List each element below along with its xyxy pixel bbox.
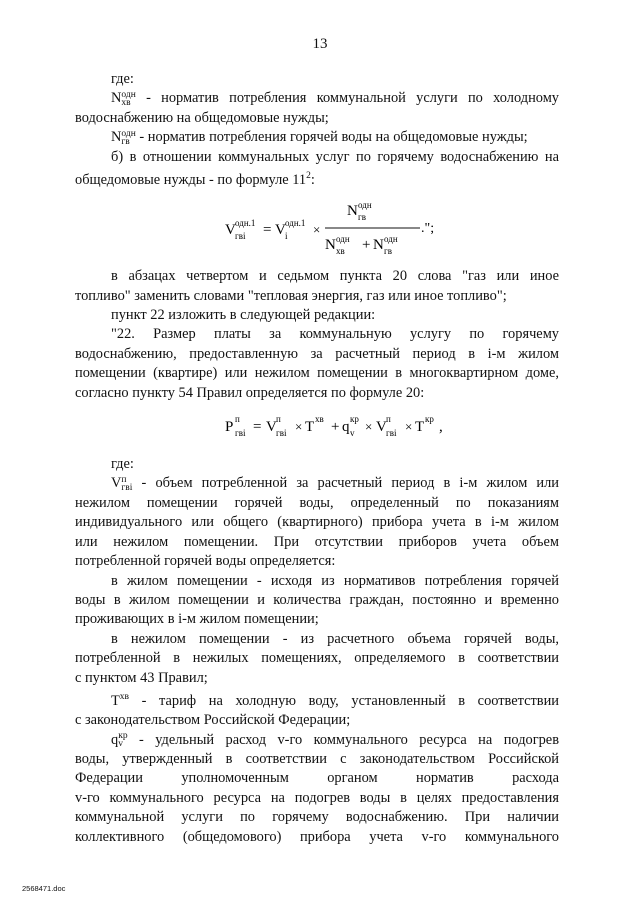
definition-v-gvi [75, 474, 559, 493]
document-filename: 2568471.doc [22, 884, 66, 893]
f2-times-1: × [295, 419, 303, 435]
f2-q-sub: v [350, 428, 355, 439]
paragraph-line: потребленной в нежилых помещениях, определяемого в соответствии [75, 650, 559, 667]
f1-rhs-v: V [275, 222, 286, 239]
symbol-sup: одн [121, 90, 136, 101]
symbol-t: T [111, 692, 120, 709]
symbol-sub: гві [121, 483, 133, 494]
f2-q-sup: кр [350, 414, 359, 425]
paragraph-text: : [310, 171, 315, 188]
f2-eq: = [253, 419, 262, 436]
f1-lhs-v: V [225, 222, 236, 239]
f1-num-sup: одн [358, 200, 372, 211]
paragraph-residential: в жилом помещении - исходя из нормативов потребления горячей [111, 572, 559, 589]
f1-lhs-sup: одн.1 [235, 218, 256, 229]
definition-text: - удельный расход v-го коммунального ресурса на подогрев [127, 731, 559, 748]
formula-superscript: 2 [306, 171, 311, 182]
f2-t1-sup: хв [315, 414, 324, 425]
paragraph-where-2: где: [111, 456, 134, 473]
paragraph-line: коллективного (общедомового) прибора учета v-го коммунального [75, 828, 559, 845]
f2-p-sup: п [235, 414, 240, 425]
paragraph-line: индивидуального или общего (квартирного) прибора учета в i-м жилом [75, 514, 559, 531]
paragraph-line: помещении (квартире) или нежилом помещении в многоквартирном доме, [75, 365, 559, 382]
paragraph-line: Федерации уполномоченным органом норматив расхода [75, 770, 559, 787]
f1-num-sub: гв [358, 212, 366, 223]
f1-den-sub2: гв [384, 246, 392, 257]
formula-20-svg [75, 409, 559, 443]
paragraph-line: с законодательством Российской Федерации; [75, 712, 351, 729]
symbol-q: q [111, 731, 119, 748]
paragraph-b: б) в отношении коммунальных услуг по горячему водоснабжению на [111, 148, 559, 165]
f1-tail: ."; [421, 221, 435, 237]
paragraph-line: топливо" заменить словами "тепловая энергия, газ или иное топливо"; [75, 287, 507, 304]
f1-den-plus: + [362, 237, 371, 254]
symbol-sup: п [121, 475, 127, 486]
paragraph-line: потребленной горячей воды определяется: [75, 553, 336, 570]
symbol-sub: гв [121, 136, 130, 147]
f2-times-3: × [405, 419, 413, 435]
f2-v1-sup: п [276, 414, 281, 425]
f1-den-n1: N [325, 237, 336, 254]
f2-p-sub: гві [235, 428, 246, 439]
paragraph-line: с пунктом 43 Правил; [75, 669, 208, 686]
definition-text: - норматив потребления коммунальной услуги по холодному [135, 90, 559, 107]
definition-n-hv [75, 89, 559, 108]
definition-text: - объем потребленной за расчетный период в i-м жилом или [132, 475, 559, 492]
f2-tail: , [439, 419, 443, 436]
f1-den-n2: N [373, 237, 384, 254]
f2-v2-sup: п [386, 414, 391, 425]
f1-num-n: N [347, 203, 358, 220]
f1-rhs-sup: одн.1 [285, 218, 306, 229]
formula-11-2 [75, 197, 559, 259]
paragraph-where-1: где: [111, 71, 134, 87]
paragraph-line: воды в жилом помещении и количества граждан, постоянно и временно [75, 591, 559, 608]
paragraph-amend-22: пункт 22 изложить в следующей редакции: [111, 307, 376, 324]
f2-v1: V [266, 419, 277, 436]
f2-plus: + [331, 419, 340, 436]
symbol-sub: хв [121, 98, 131, 109]
page-number: 13 [312, 36, 328, 52]
document-body [75, 70, 559, 847]
f2-q: q [342, 419, 350, 436]
f2-t1: T [305, 419, 315, 436]
paragraph-line [75, 167, 559, 190]
symbol-sup: одн [121, 128, 136, 139]
definition-q-kr [75, 731, 559, 750]
f2-v2-sub: гві [386, 428, 397, 439]
symbol-v: V [111, 475, 122, 492]
symbol-n: N [111, 90, 122, 107]
symbol-n: N [111, 129, 122, 146]
formula-20 [75, 409, 559, 443]
f1-den-sup1: одн [336, 234, 350, 245]
symbol-sup: хв [119, 691, 130, 702]
definition-text: - норматив потребления горячей воды на общедомовые нужды; [135, 129, 528, 146]
formula-11-2-svg [75, 197, 559, 259]
symbol-sup: кр [118, 731, 128, 742]
paragraph-amend-20: в абзацах четвертом и седьмом пункта 20 слова "газ или иное [111, 268, 559, 285]
paragraph-line: v-го коммунального ресурса на подогрев воды в целях предоставления [75, 789, 559, 806]
paragraph-line: водоснабжению, предоставленную за расчетный период в i-м жилом [75, 345, 559, 362]
f1-den-sub1: хв [336, 246, 345, 257]
f1-lhs-sub: гві [235, 231, 246, 242]
f1-eq: = [263, 222, 272, 239]
definition-text: - тариф на холодную воду, установленный в соответствии [129, 692, 559, 709]
f1-times: × [313, 222, 321, 238]
f1-den-sup2: одн [384, 234, 398, 245]
paragraph-line: водоснабжению на общедомовые нужды; [75, 109, 329, 126]
f2-v1-sub: гві [276, 428, 287, 439]
paragraph-text: общедомовые нужды - по формуле 11 [75, 171, 307, 188]
paragraph-line: коммунальной услуги по горячему водоснабжению. При наличии [75, 809, 559, 826]
f2-p: P [225, 419, 234, 436]
symbol-sub: v [118, 739, 123, 750]
f2-t2: T [415, 419, 425, 436]
paragraph-22: "22. Размер платы за коммунальную услугу по горячему [111, 326, 559, 343]
paragraph-line: согласно пункту 54 Правил определяется по формуле 20: [75, 384, 425, 401]
paragraph-line: нежилом помещении горячей воды, определенный по показаниям [75, 494, 559, 511]
paragraph-line: воды, утвержденный в соответствии с законодательством Российской [75, 750, 559, 767]
f2-v2: V [376, 419, 387, 436]
f2-t2-sup: кр [425, 414, 434, 425]
paragraph-line: проживающих в i-м жилом помещении; [75, 611, 319, 628]
definition-t-hv [75, 688, 559, 711]
f1-rhs-sub: i [285, 231, 288, 242]
f2-times-2: × [365, 419, 373, 435]
paragraph-line: или нежилом помещении. При отсутствии приборов учета объем [75, 533, 559, 550]
paragraph-nonresidential: в нежилом помещении - из расчетного объема горячей воды, [111, 630, 559, 647]
definition-n-gv [75, 128, 559, 147]
